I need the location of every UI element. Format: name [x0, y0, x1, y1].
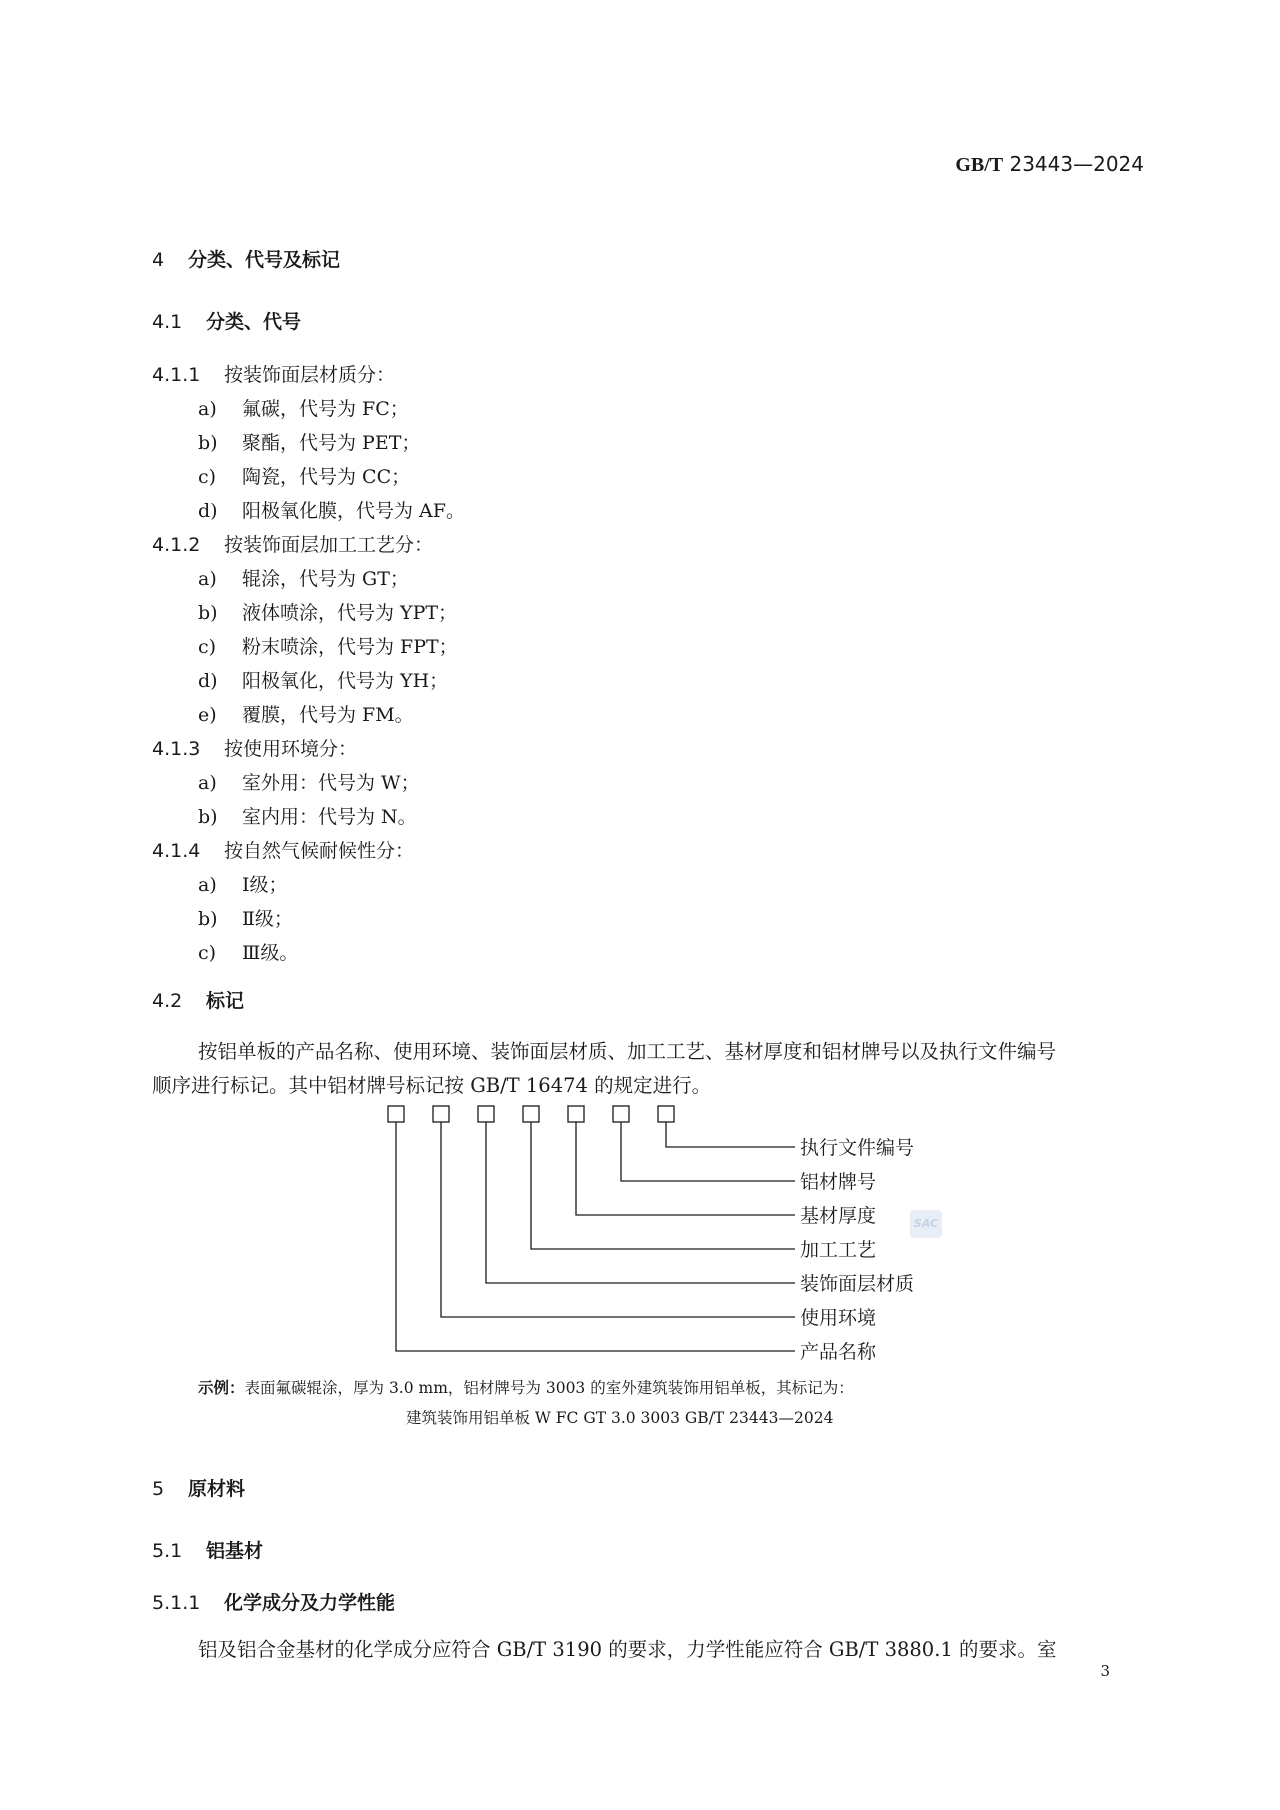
leader-line-3: [486, 1122, 795, 1283]
example-label: 示例：: [198, 1379, 245, 1397]
list-item: d) 阳极氧化，代号为 YH；: [198, 670, 449, 692]
marking-label: 基材厚度: [800, 1205, 877, 1227]
leader-line-6: [621, 1122, 795, 1181]
clause-4-1-3: 4.1.3 按使用环境分：: [152, 738, 358, 760]
standard-prefix: GB/T: [955, 154, 1004, 176]
marking-label: 产品名称: [800, 1341, 877, 1363]
standard-code: 23443—2024: [1009, 152, 1144, 176]
marking-label: 装饰面层材质: [800, 1273, 915, 1295]
marking-box-5: [568, 1106, 584, 1122]
marking-box-4: [523, 1106, 539, 1122]
marking-box-2: [433, 1106, 449, 1122]
marking-box-3: [478, 1106, 494, 1122]
section-4-2-heading: 4.2 标记: [152, 990, 245, 1012]
clause-4-1-1: 4.1.1 按装饰面层材质分：: [152, 364, 396, 386]
list-item: b) Ⅱ级；: [198, 908, 293, 930]
list-item: a) Ⅰ级；: [198, 874, 288, 896]
list-item: a) 室外用：代号为 W；: [198, 772, 420, 794]
paragraph-line: 顺序进行标记。其中铝材牌号标记按 GB/T 16474 的规定进行。: [152, 1074, 712, 1097]
list-item: b) 液体喷涂，代号为 YPT；: [198, 602, 458, 624]
marking-label: 加工工艺: [800, 1239, 877, 1261]
list-item: e) 覆膜，代号为 FM。: [198, 704, 414, 726]
marking-label: 执行文件编号: [800, 1137, 915, 1159]
paragraph-line: 按铝单板的产品名称、使用环境、装饰面层材质、加工工艺、基材厚度和铝材牌号以及执行文件编号: [198, 1040, 1057, 1063]
marking-box-7: [658, 1106, 674, 1122]
marking-box-1: [388, 1106, 404, 1122]
leader-line-4: [531, 1122, 795, 1249]
list-item: a) 氟碳，代号为 FC；: [198, 398, 409, 420]
section-5-heading: 5 原材料: [152, 1478, 246, 1500]
leader-line-2: [441, 1122, 795, 1317]
example-mark: 建筑装饰用铝单板 W FC GT 3.0 3003 GB/T 23443—2024: [406, 1409, 834, 1427]
marking-box-6: [613, 1106, 629, 1122]
page-number: 3: [1100, 1662, 1110, 1680]
leader-line-5: [576, 1122, 795, 1215]
list-item: b) 聚酯，代号为 PET；: [198, 432, 421, 454]
clause-4-1-4: 4.1.4 按自然气候耐候性分：: [152, 840, 415, 862]
list-item: c) 粉末喷涂，代号为 FPT；: [198, 636, 458, 658]
list-item: b) 室内用：代号为 N。: [198, 806, 417, 828]
section-4-heading: 4 分类、代号及标记: [152, 249, 341, 271]
paragraph-line: 铝及铝合金基材的化学成分应符合 GB/T 3190 的要求，力学性能应符合 GB/T 3880.1 的要求。室: [198, 1638, 1057, 1661]
leader-line-7: [666, 1122, 795, 1147]
section-5-1-1-heading: 5.1.1 化学成分及力学性能: [152, 1592, 396, 1614]
example-text: 示例：表面氟碳辊涂，厚为 3.0 mm，铝材牌号为 3003 的室外建筑装饰用铝单板，其标记为：: [198, 1379, 854, 1397]
section-5-1-heading: 5.1 铝基材: [152, 1540, 264, 1562]
section-4-1-heading: 4.1 分类、代号: [152, 311, 302, 333]
marking-label: 铝材牌号: [800, 1171, 877, 1193]
marking-label: 使用环境: [800, 1307, 877, 1329]
list-item: c) Ⅲ级。: [198, 942, 299, 964]
list-item: c) 陶瓷，代号为 CC；: [198, 466, 411, 488]
sac-watermark: SAC: [910, 1210, 942, 1238]
list-item: d) 阳极氧化膜，代号为 AF。: [198, 500, 465, 522]
list-item: a) 辊涂，代号为 GT；: [198, 568, 409, 590]
clause-4-1-2: 4.1.2 按装饰面层加工工艺分：: [152, 534, 434, 556]
